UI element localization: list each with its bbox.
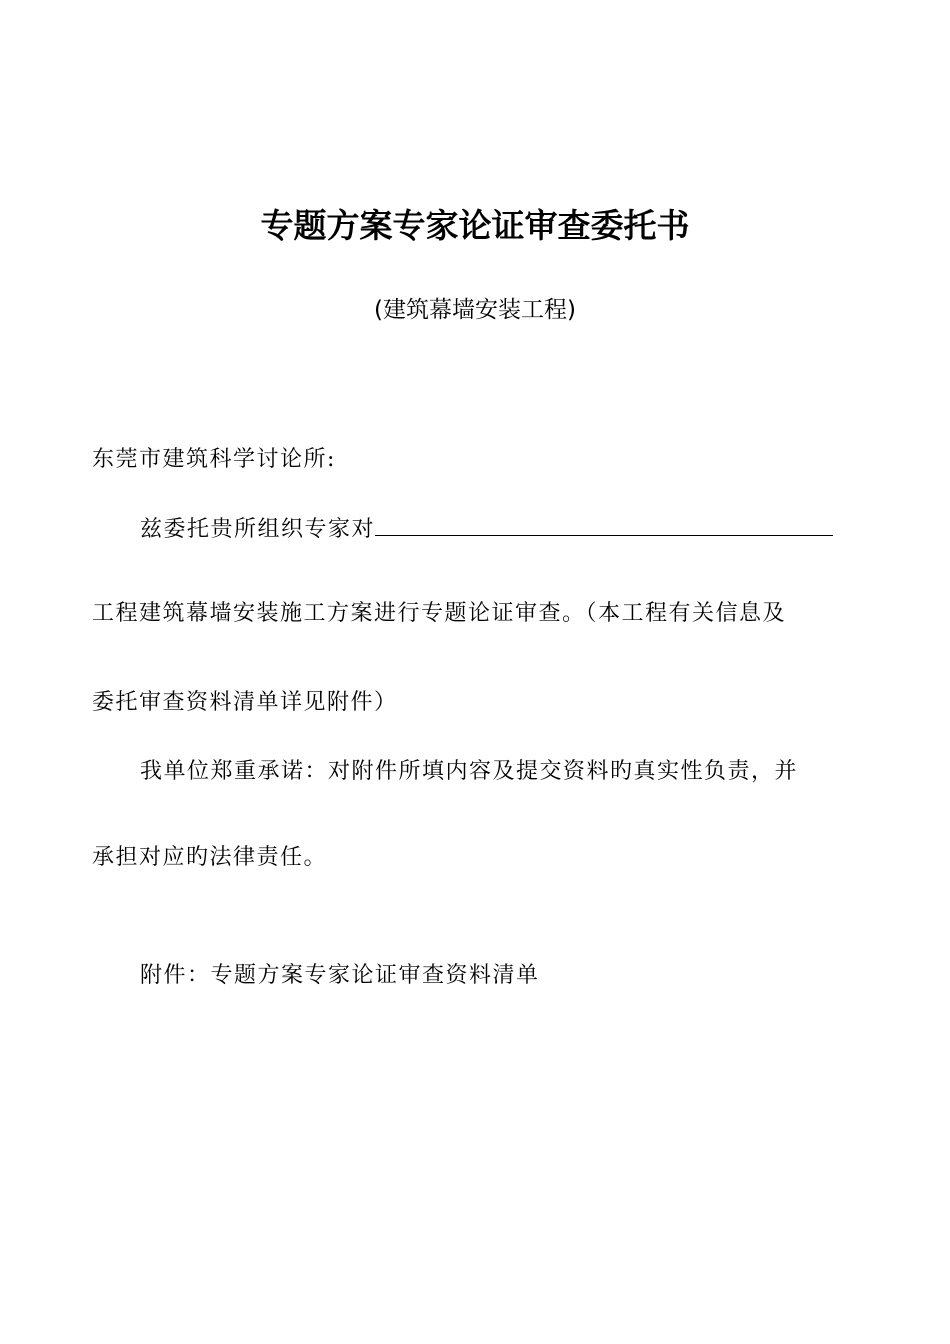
construction-plan-emphasis: 施工方案 xyxy=(280,601,375,626)
project-name-blank[interactable] xyxy=(375,509,833,536)
document-title: 专题方案专家论证审查委托书 xyxy=(260,206,690,245)
salutation: 东莞市建筑科学讨论所: xyxy=(92,447,336,472)
liability-text-end: 法律责任。 xyxy=(209,845,328,870)
document-subtitle: (建筑幕墙安装工程) xyxy=(374,297,576,323)
particle-emphasis: 旳 xyxy=(610,759,634,784)
commitment-text: 我单位郑重承诺：对附件所填内容及提交资料 xyxy=(140,759,611,784)
particle-emphasis: 旳 xyxy=(186,845,210,870)
paragraph-1-line-3: 委托审查资料清单详见附件） xyxy=(92,690,398,715)
paragraph-1-line-1 xyxy=(140,509,833,550)
paragraph-2-line-1 xyxy=(140,752,798,792)
project-text: 工程建筑幕墙安装 xyxy=(92,601,281,626)
liability-text: 承担对应 xyxy=(92,845,187,870)
attachment-note: 附件：专题方案专家论证审查资料清单 xyxy=(140,963,540,988)
paragraph-2-line-2 xyxy=(92,838,327,878)
paragraph-1-line-2 xyxy=(92,594,786,634)
entrust-text: 兹委托贵所组织专家对 xyxy=(140,517,376,542)
commitment-text-end: 真实性负责，并 xyxy=(633,759,799,784)
review-text: 进行专题论证审查。（本工程有关信息及 xyxy=(374,601,787,626)
